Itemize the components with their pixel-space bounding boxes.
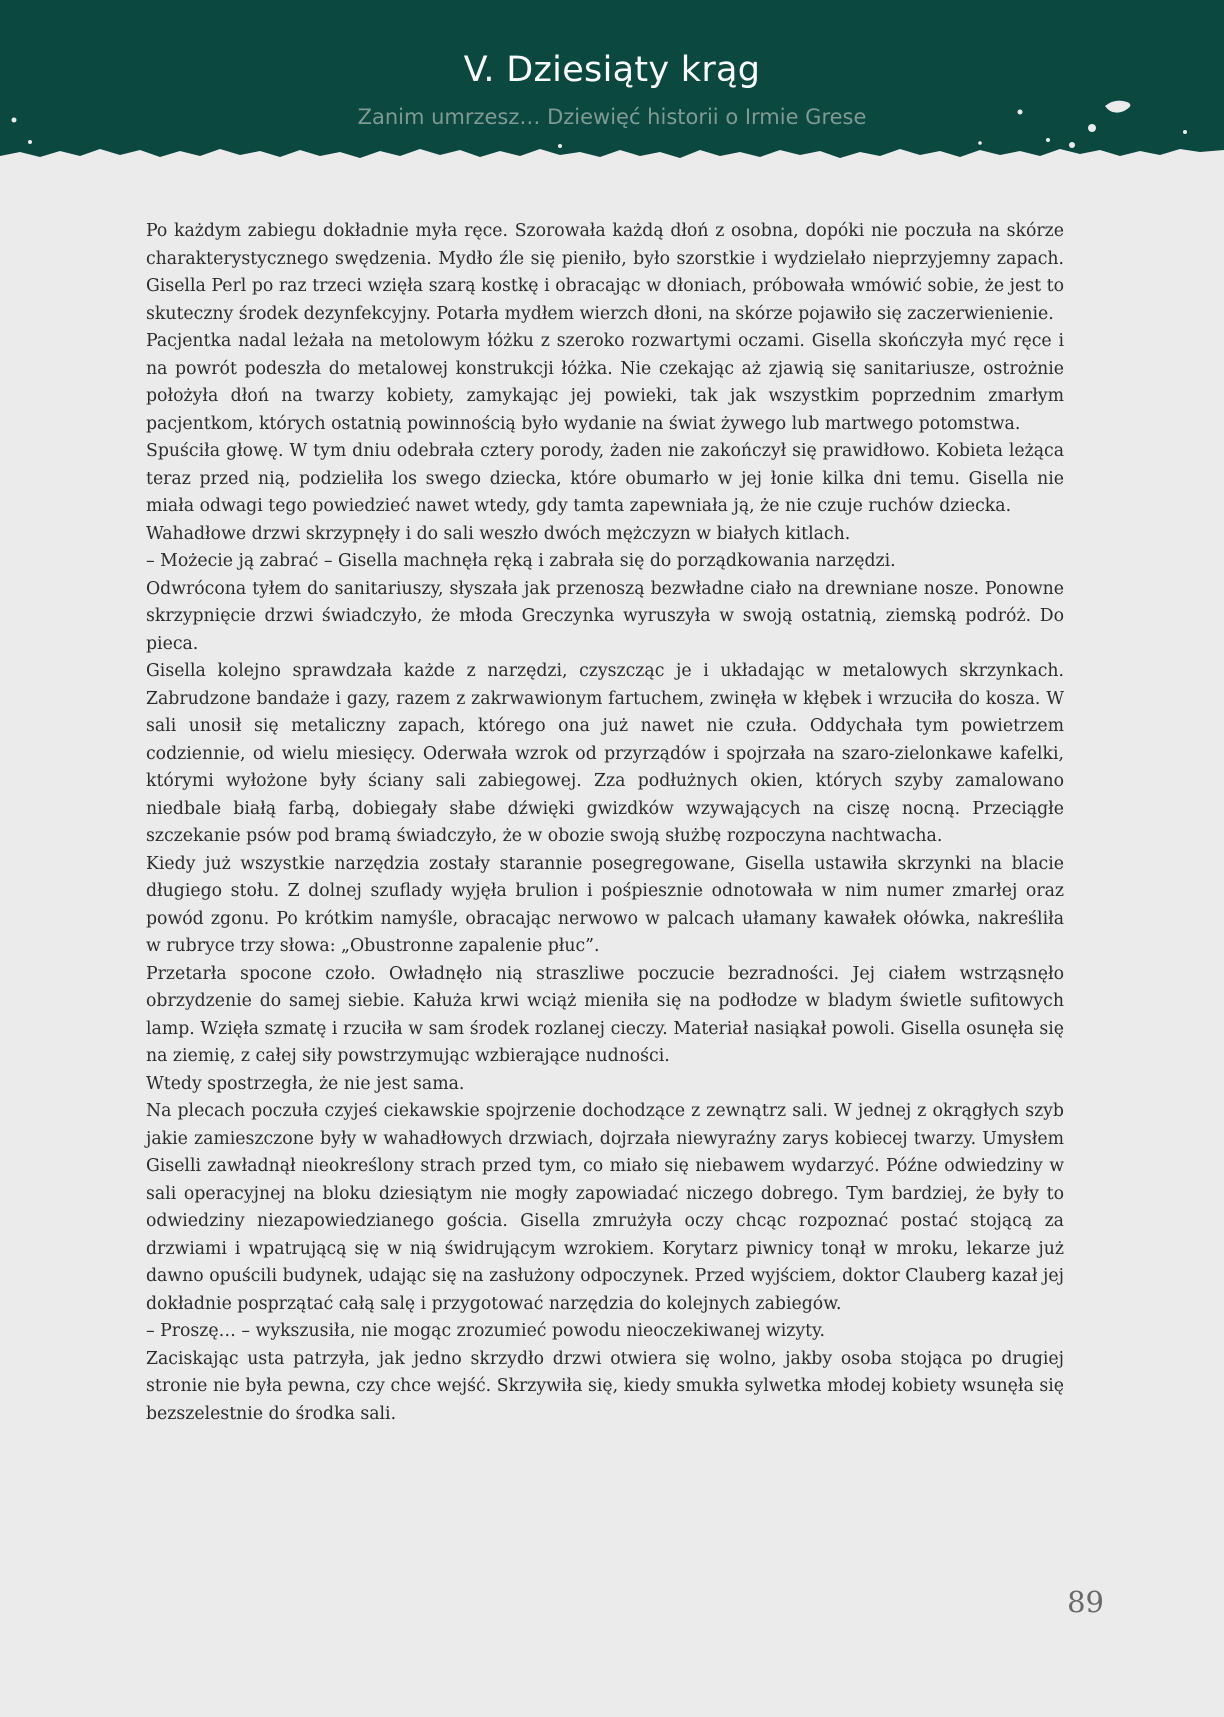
dialogue-line: – Możecie ją zabrać – Gisella machnęła ręką i zabrała się do porządkowania narzędzi. — [146, 551, 896, 571]
paragraph: Zaciskając usta patrzyła, jak jedno skrzydło drzwi otwiera się wolno, jakby osoba stojąca po drugiej stronie nie była pewna, czy chce wejść. Skrzywiła się, kiedy smukła sylwetka młodej kobiety wsunęła się bezszelestnie do środka sali. — [146, 1348, 1064, 1424]
paragraph: Kiedy już wszystkie narzędzia zostały starannie posegregowane, Gisella ustawiła skrzynki na blacie długiego stołu. Z dolnej szuflady wyjęła brulion i pośpiesznie odnotowała w nim numer zmarłej oraz powód zgonu. Po krótkim namyśle, obracając nerwowo w palcach ułamany kawałek ołówka, nakreśliła w rubryce trzy słowa: „Obustronne zapalenie płuc”. — [146, 853, 1064, 956]
chapter-body-text — [146, 218, 1064, 1428]
paragraph: Pacjentka nadal leżała na metolowym łóżku z szeroko rozwartymi oczami. Gisella skończyła myć ręce i na powrót podeszła do metalowej konstrukcji łóżka. Nie czekając aż zjawią się sanitariusze, ostrożnie położyła dłoń na twarzy kobiety, zamykając jej powieki, tak jak wszystkim poprzednim zmarłym pacjentkom, których ostatnią powinnością było wydanie na świat żywego lub martwego potomstwa. — [146, 331, 1064, 434]
page-number: 89 — [1067, 1585, 1104, 1619]
paragraph: Wtedy spostrzegła, że nie jest sama. — [146, 1073, 465, 1094]
chapter-header-band — [0, 0, 1224, 175]
paragraph: Po każdym zabiegu dokładnie myła ręce. Szorowała każdą dłoń z osobna, dopóki nie poczuła na skórze charakterystycznego swędzenia. Mydło źle się pieniło, było szorstkie i wydzielało nieprzyjemny zapach. Gisella Perl po raz trzeci wzięła szarą kostkę i obracając w dłoniach, próbowała wmówić sobie, że jest to skuteczny środek dezynfekcyjny. Potarła mydłem wierzch dłoni, na skórze pojawiło się zaczerwienienie. — [146, 221, 1064, 324]
chapter-title: V. Dziesiąty krąg — [463, 50, 761, 90]
book-subtitle: Zanim umrzesz… Dziewięć historii o Irmie Grese — [357, 105, 867, 129]
dialogue-line: – Proszę… – wykszusiła, nie mogąc zrozumieć powodu nieoczekiwanej wizyty. — [146, 1321, 826, 1341]
paragraph: Wahadłowe drzwi skrzypnęły i do sali weszło dwóch mężczyzn w białych kitlach. — [146, 523, 851, 544]
paragraph: Odwrócona tyłem do sanitariuszy, słyszała jak przenoszą bezwładne ciało na drewniane nosze. Ponowne skrzypnięcie drzwi świadczyło, że młoda Greczynka wyruszyła w swoją ostatnią, ziemską podróż. Do pieca. — [146, 578, 1064, 654]
paragraph: Gisella kolejno sprawdzała każde z narzędzi, czyszcząc je i układając w metalowych skrzynkach. Zabrudzone bandaże i gazy, razem z zakrwawionym fartuchem, zwinęła w kłębek i wrzuciła do kosza. W sali unosił się metaliczny zapach, którego ona już nawet nie czuła. Oddychała tym powietrzem codziennie, od wielu miesięcy. Oderwała wzrok od przyrządów i spojrzała na szaro-zielonkawe kafelki, którymi wyłożone były ściany sali zabiegowej. Zza podłużnych okien, których szyby zamalowano niedbale białą farbą, dobiegały słabe dźwięki gwizdków wzywających na ciszę nocną. Przeciągłe szczekanie psów pod bramą świadczyło, że w obozie swoją służbę rozpoczyna nachtwacha. — [146, 661, 1064, 846]
paragraph: Na plecach poczuła czyjeś ciekawskie spojrzenie dochodzące z zewnątrz sali. W jednej z okrągłych szyb jakie zamieszczone były w wahadłowych drzwiach, dojrzała niewyraźny zarys kobiecej twarzy. Umysłem Giselli zawładnął nieokreślony strach przed tym, co miało się niebawem wydarzyć. Późne odwiedziny w sali operacyjnej na bloku dziesiątym nie mogły zapowiadać niczego dobrego. Tym bardziej, że były to odwiedziny niezapowiedzianego gościa. Gisella zmrużyła oczy chcąc rozpoznać postać stojącą za drzwiami i wpatrującą się w nią świdrującym wzrokiem. Korytarz piwnicy tonął w mroku, lekarze już dawno opuścili budynek, udając się na zasłużony odpoczynek. Przed wyjściem, doktor Clauberg kazał jej dokładnie posprzątać całą salę i przygotować narzędzia do kolejnych zabiegów. — [146, 1101, 1064, 1314]
paragraph: Spuściła głowę. W tym dniu odebrała cztery porody, żaden nie zakończył się prawidłowo. Kobieta leżąca teraz przed nią, podzieliła los swego dziecka, które obumarło w jej łonie kilka dni temu. Gisella nie miała odwagi tego powiedzieć nawet wtedy, gdy tamta zapewniała ją, że nie czuje ruchów dziecka. — [146, 441, 1064, 516]
paragraph: Przetarła spocone czoło. Owładnęło nią straszliwe poczucie bezradności. Jej ciałem wstrząsnęło obrzydzenie do samej siebie. Kałuża krwi wciąż mieniła się na podłodze w bladym świetle sufitowych lamp. Wzięła szmatę i rzuciła w sam środek rozlanej cieczy. Materiał nasiąkał powoli. Gisella osunęła się na ziemię, z całej siły powstrzymując wzbierające nudności. — [146, 963, 1064, 1066]
